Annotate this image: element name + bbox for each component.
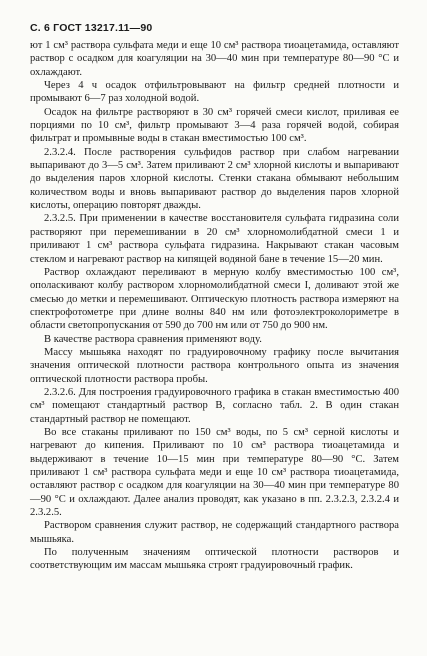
paragraph: 2.3.2.6. Для построения градуировочного графика в стакан вместимостью 400 см³ помещают стандартный раствор В, согласно табл. 2. В один стакан стандартный раствор не помещают. — [30, 386, 399, 425]
paragraph: Раствором сравнения служит раствор, не содержащий стандартного раствора мышьяка. — [30, 520, 399, 545]
paragraph: Осадок на фильтре растворяют в 30 см³ горячей смеси кислот, приливая ее порциями по 10 см³, фильтр промывают 3—4 раза горячей водой, собирая фильтрат и промывные воды в стакан вместимостью 100 см³. — [30, 106, 399, 145]
page-header: С. 6 ГОСТ 13217.11—90 — [30, 22, 153, 34]
paragraph: 2.3.2.5. При применении в качестве восстановителя сульфата гидразина соли растворяют при перемешивании в 20 см³ хлорномолибдатной смеси 1 и приливают 1 см³ раствора сульфата гидразина. Накрывают стакан часовым стеклом и нагревают раствор на кипящей водяной бане в течение 15—20 мин. — [30, 213, 399, 265]
paragraph: Во все стаканы приливают по 150 см³ воды, по 5 см³ серной кислоты и нагревают до кипения. Приливают по 10 см³ раствора тиоацетамида и выдерживают в течение 10—15 мин при температуре 80—90 °С. Затем приливают 1 см³ раствора сульфата меди и еще 10 см³ раствора тиоацетамида, оставляют раствор с осадком для коагуляции на 30—40 мин при температуре 80—90 °С и охлаждают. Далее анализ проводят, как указано в пп. 2.3.2.3, 2.3.2.4 и 2.3.2.5. — [30, 426, 399, 519]
paragraph: ют 1 см³ раствора сульфата меди и еще 10 см³ раствора тиоацетамида, оставляют раствор с осадком для коагуляции на 30—40 мин при температуре 80—90 °С и охлаждают. — [30, 40, 399, 78]
paragraph: Через 4 ч осадок отфильтровывают на фильтр средней плотности и промывают 6—7 раз холодной водой. — [30, 80, 399, 105]
paragraph: По полученным значениям оптической плотности растворов и соответствующим им массам мышьяка строят градуировочный график. — [30, 547, 399, 572]
body-text — [30, 39, 399, 573]
paragraph: Раствор охлаждают переливают в мерную колбу вместимостью 100 см³, ополаскивают колбу раствором хлорномолибдатной смеси I, доливают этой же смесью до метки и перемешивают. Оптическую плотность раствора измеряют на спектрофотометре при длине волны 840 нм или фотоэлектроколориметре в области светопропускания от 590 до 700 нм или от 750 до 900 нм. — [30, 266, 399, 332]
paragraph: В качестве раствора сравнения применяют воду. — [44, 333, 262, 345]
paragraph: Массу мышьяка находят по градуировочному графику после вычитания значения оптической плотности раствора контрольного опыта из значения оптической плотности раствора пробы. — [30, 346, 399, 385]
paragraph: 2.3.2.4. После растворения сульфидов раствор при слабом нагревании выпаривают до 3—5 см³. Затем приливают 2 см³ хлорной кислоты и выпаривают до выделения паров хлорной кислоты. Стенки стакана обмывают небольшим количеством воды и вновь выпаривают раствор до выделения паров хлорной кислоты, операцию повторят дважды. — [30, 146, 399, 212]
